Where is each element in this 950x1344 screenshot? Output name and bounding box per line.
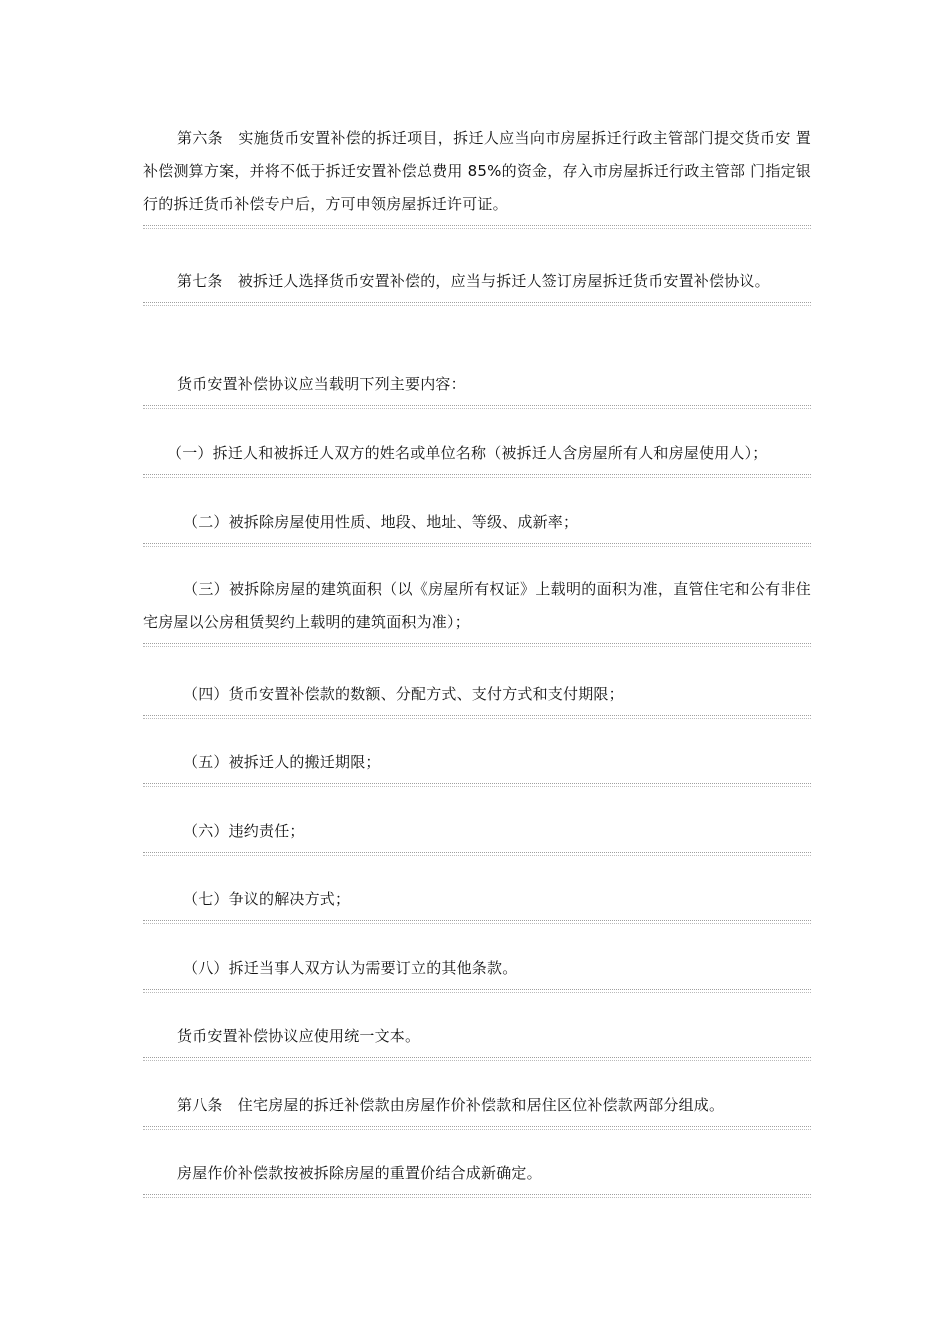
separator-rule — [143, 1126, 811, 1130]
separator-rule — [143, 989, 811, 993]
separator-rule — [143, 543, 811, 547]
paragraph-text: 货币安置补偿协议应使用统一文本。 — [177, 1027, 421, 1045]
separator-rule — [143, 1057, 811, 1061]
paragraph-item-8 — [143, 952, 811, 993]
separator-rule — [143, 225, 811, 229]
paragraph-agreement-contents — [143, 368, 811, 409]
paragraph-item-5 — [143, 746, 811, 787]
paragraph-text: （二）被拆除房屋使用性质、地段、地址、等级、成新率； — [183, 513, 579, 531]
paragraph-text: （六）违约责任； — [183, 822, 305, 840]
paragraph-text: （四）货币安置补偿款的数额、分配方式、支付方式和支付期限； — [183, 685, 624, 703]
paragraph-text: 第七条 被拆迁人选择货币安置补偿的，应当与拆迁人签订房屋拆迁货币安置补偿协议。 — [177, 272, 770, 290]
paragraph-text: 第八条 住宅房屋的拆迁补偿款由房屋作价补偿款和居住区位补偿款两部分组成。 — [177, 1096, 725, 1114]
paragraph-item-3 — [143, 573, 811, 647]
paragraph-item-7 — [143, 883, 811, 924]
paragraph-item-1 — [143, 437, 811, 478]
paragraph-article-8 — [143, 1089, 811, 1130]
separator-rule — [143, 405, 811, 409]
paragraph-text: 房屋作价补偿款按被拆除房屋的重置价结合成新确定。 — [177, 1164, 542, 1182]
paragraph-text: （八）拆迁当事人双方认为需要订立的其他条款。 — [183, 959, 518, 977]
paragraph-article-6 — [143, 122, 811, 229]
paragraph-text: （一）拆迁人和被拆迁人双方的姓名或单位名称（被拆迁人含房屋所有人和房屋使用人）； — [167, 444, 768, 462]
paragraph-article-7 — [143, 265, 811, 306]
separator-rule — [143, 302, 811, 306]
paragraph-text: （五）被拆迁人的搬迁期限； — [183, 753, 381, 771]
paragraph-unified-text — [143, 1020, 811, 1061]
paragraph-item-2 — [143, 506, 811, 547]
separator-rule — [143, 920, 811, 924]
separator-rule — [143, 1194, 811, 1198]
paragraph-text: 第六条 实施货币安置补偿的拆迁项目，拆迁人应当向市房屋拆迁行政主管部门提交货币安 置补偿测算方案，并将不低于拆迁安置补偿总费用 85%的资金，存入市房屋拆迁行政主管部 门指定银行的拆迁货币补偿专户后，方可申领房屋拆迁许可证。 — [143, 129, 811, 213]
paragraph-item-4 — [143, 678, 811, 719]
paragraph-text: （七）争议的解决方式； — [183, 890, 351, 908]
separator-rule — [143, 783, 811, 787]
paragraph-text: （三）被拆除房屋的建筑面积（以《房屋所有权证》上载明的面积为准，直管住宅和公有非住 宅房屋以公房租赁契约上载明的建筑面积为准）； — [143, 580, 811, 631]
separator-rule — [143, 643, 811, 647]
separator-rule — [143, 852, 811, 856]
paragraph-item-6 — [143, 815, 811, 856]
paragraph-text: 货币安置补偿协议应当载明下列主要内容： — [177, 375, 466, 393]
separator-rule — [143, 715, 811, 719]
separator-rule — [143, 474, 811, 478]
paragraph-valuation — [143, 1157, 811, 1198]
